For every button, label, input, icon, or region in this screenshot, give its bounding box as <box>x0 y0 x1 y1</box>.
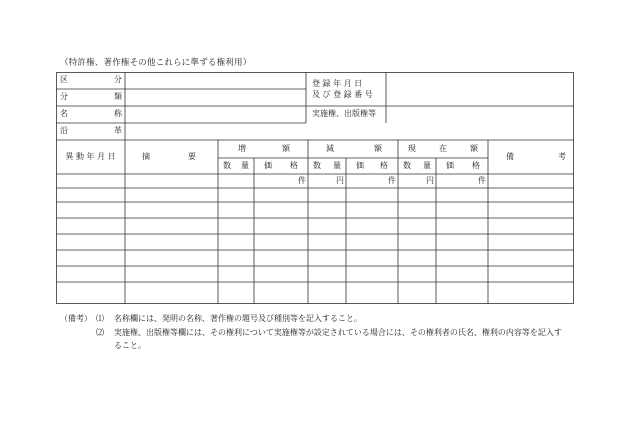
increase-qty-header <box>223 161 249 171</box>
note-1-marker: ⑴ <box>96 314 104 323</box>
summary-char-1: 摘 <box>142 152 150 161</box>
decrease-char-1: 減 <box>326 144 334 153</box>
qty-char-1: 数 <box>313 161 321 170</box>
registration-date-label: 登 録 年 月 日 <box>312 79 363 88</box>
table-grid <box>56 72 574 304</box>
ku-bun-label <box>60 75 122 85</box>
increase-char-2: 額 <box>282 144 290 153</box>
meisho-char-2: 称 <box>114 109 122 118</box>
remarks-char-2: 考 <box>558 152 566 161</box>
enkaku-char-2: 革 <box>114 126 122 135</box>
remarks-char-1: 備 <box>506 152 514 161</box>
note-2-text-line-2: ること。 <box>114 341 146 350</box>
bunrui-char-1: 分 <box>60 92 68 101</box>
increase-char-1: 増 <box>238 144 246 153</box>
form-caption: （特許権、著作権その他これらに準ずる権利用） <box>60 58 252 68</box>
note-2-marker: ⑵ <box>96 328 104 337</box>
enkaku-char-1: 沿 <box>60 126 68 135</box>
qty-char-2: 量 <box>423 161 431 170</box>
enkaku-label <box>60 126 122 136</box>
bunrui-label <box>60 92 122 102</box>
increase-unit-count: 件 <box>298 176 306 185</box>
qty-char-1: 数 <box>403 161 411 170</box>
meisho-label <box>60 109 122 119</box>
increase-unit-yen: 円 <box>336 176 344 185</box>
increase-price-header <box>264 161 298 171</box>
price-char-1: 価 <box>446 161 454 170</box>
price-char-2: 格 <box>472 161 480 170</box>
date-column-header: 異 動 年 月 日 <box>65 152 116 161</box>
decrease-price-header <box>356 161 388 171</box>
ku-char: 区 <box>60 75 68 84</box>
rights-ledger-table <box>56 72 574 304</box>
price-char-1: 価 <box>264 161 272 170</box>
current-char-1: 現 <box>408 144 416 153</box>
current-char-3: 額 <box>470 144 478 153</box>
qty-char-2: 量 <box>241 161 249 170</box>
price-char-2: 格 <box>290 161 298 170</box>
bun-char: 分 <box>114 75 122 84</box>
decrease-unit-count: 件 <box>388 176 396 185</box>
meisho-char-1: 名 <box>60 109 68 118</box>
decrease-unit-yen: 円 <box>426 176 434 185</box>
summary-char-2: 要 <box>188 152 196 161</box>
price-char-2: 格 <box>380 161 388 170</box>
decrease-qty-header <box>313 161 341 171</box>
license-label: 実施権、出版権等 <box>312 109 376 118</box>
note-2-text-line-1: 実施権、出版権等欄には、その権利について実施権等が設定されている場合には、その権利者の氏名、権利の内容等を記入す <box>114 328 562 337</box>
decrease-char-2: 額 <box>374 144 382 153</box>
notes-label: （備考） <box>60 314 92 323</box>
registration-number-label: 及 び 登 録 番 号 <box>312 90 373 99</box>
price-char-1: 価 <box>356 161 364 170</box>
qty-char-1: 数 <box>223 161 231 170</box>
current-price-header <box>446 161 480 171</box>
bunrui-char-2: 類 <box>114 92 122 101</box>
current-qty-header <box>403 161 431 171</box>
current-char-2: 在 <box>439 144 447 153</box>
note-1-text: 名称欄には、発明の名称、著作権の題号及び種別等を記入すること。 <box>114 314 362 323</box>
current-unit-count: 件 <box>478 176 486 185</box>
qty-char-2: 量 <box>333 161 341 170</box>
